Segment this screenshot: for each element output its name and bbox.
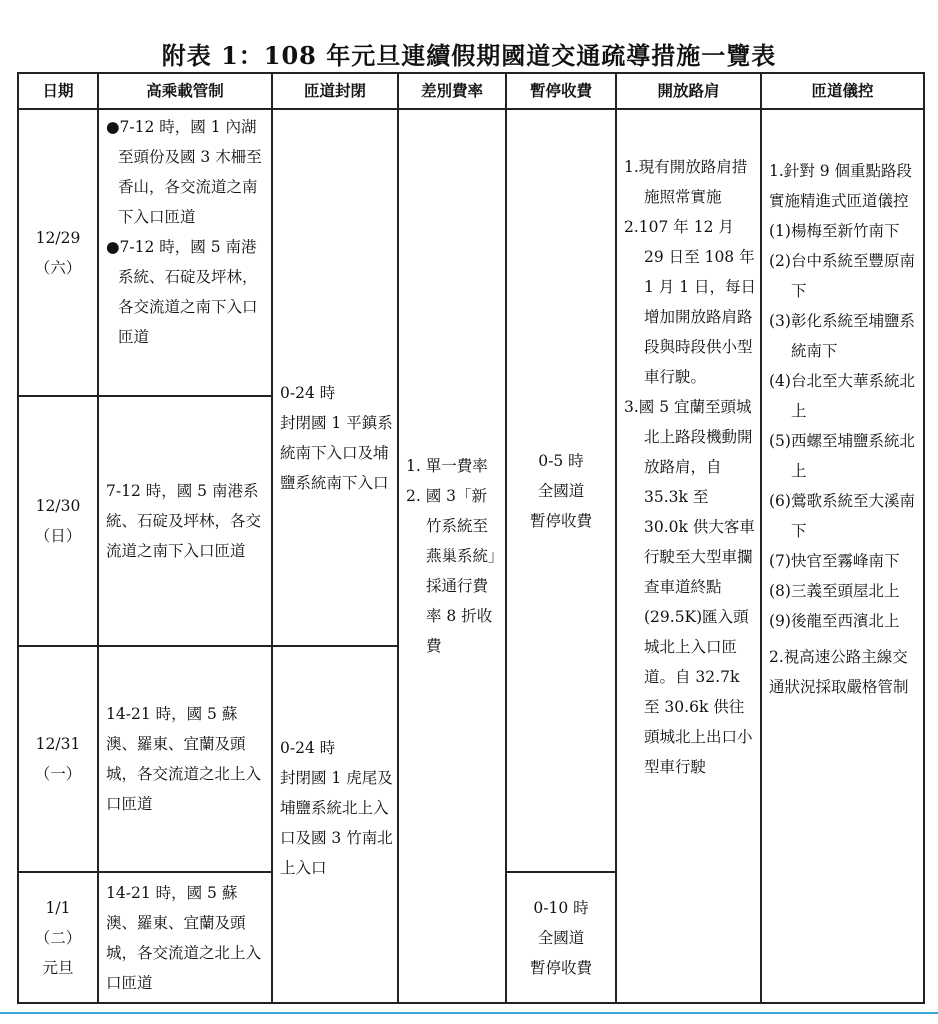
diff-rate-cell xyxy=(398,109,506,1003)
metering-item: (4)台北至大華系統北上 xyxy=(769,372,915,420)
shoulder-item: 1.現有開放路肩措施照常實施 xyxy=(624,158,748,206)
header-hov: 高乘載管制 xyxy=(98,73,272,109)
header-metering: 匝道儀控 xyxy=(761,73,924,109)
hov-cell xyxy=(98,646,272,872)
diff-rate-item: 2. 國 3「新竹系統至燕巢系統」採通行費率 8 折收費 xyxy=(406,487,496,655)
hov-item: 7-12 時，國 5 南港系統、石碇及坪林，各交流道之南下入口匝道 xyxy=(106,482,262,560)
metering-item: (6)鶯歌系統至大溪南下 xyxy=(769,492,915,540)
date-cell: 12/29 （六） xyxy=(18,109,98,396)
hov-cell xyxy=(98,109,272,396)
metering-item: (1)楊梅至新竹南下 xyxy=(769,222,900,240)
hov-cell xyxy=(98,396,272,646)
header-row xyxy=(18,73,924,109)
metering-outro: 2.視高速公路主線交通狀況採取嚴格管制 xyxy=(769,648,909,696)
header-toll-suspension: 暫停收費 xyxy=(506,73,616,109)
header-shoulder: 開放路肩 xyxy=(616,73,761,109)
page-title: 附表 1：108 年元旦連續假期國道交通疏導措施一覽表 xyxy=(161,41,777,70)
ramp-closure-cell: 0-24 時 封閉國 1 虎尾及埔鹽系統北上入口及國 3 竹南北上入口 xyxy=(272,646,398,1003)
table-row xyxy=(18,109,924,396)
hov-item: 14-21 時，國 5 蘇澳、羅東、宜蘭及頭城，各交流道之北上入口匝道 xyxy=(106,705,262,813)
toll-suspension-cell: 0-10 時 全國道 暫停收費 xyxy=(506,872,616,1003)
metering-item: (8)三義至頭屋北上 xyxy=(769,582,900,600)
ramp-closure-cell: 0-24 時 封閉國 1 平鎮系統南下入口及埔鹽系統南下入口 xyxy=(272,109,398,646)
hov-cell xyxy=(98,872,272,1003)
header-diff-rate: 差別費率 xyxy=(398,73,506,109)
metering-item: (5)西螺至埔鹽系統北上 xyxy=(769,432,915,480)
toll-suspension-cell: 0-5 時 全國道 暫停收費 xyxy=(506,109,616,872)
date-cell: 1/1 （二） 元旦 xyxy=(18,872,98,1003)
measures-table xyxy=(17,72,925,1004)
hov-item: 14-21 時，國 5 蘇澳、羅東、宜蘭及頭城，各交流道之北上入口匝道 xyxy=(106,883,262,992)
metering-item: (9)後龍至西濱北上 xyxy=(769,612,900,630)
date-cell: 12/30 （日） xyxy=(18,396,98,646)
bottom-divider xyxy=(0,1012,938,1014)
metering-cell xyxy=(761,109,924,1003)
metering-list xyxy=(769,216,919,636)
header-date: 日期 xyxy=(18,73,98,109)
header-ramp-closure: 匝道封閉 xyxy=(272,73,398,109)
shoulder-item: 2.107 年 12 月 29 日至 108 年 1 月 1 日，每日增加開放路肩路段與時段供小型車行駛。 xyxy=(624,218,757,386)
shoulder-cell xyxy=(616,109,761,1003)
hov-item: ●7-12 時，國 5 南港系統、石碇及坪林，各交流道之南下入口匝道 xyxy=(106,238,258,346)
metering-item: (3)彰化系統至埔鹽系統南下 xyxy=(769,312,915,360)
metering-intro: 1.針對 9 個重點路段實施精進式匝道儀控 xyxy=(769,162,913,210)
metering-item: (7)快官至霧峰南下 xyxy=(769,552,900,570)
diff-rate-item: 1. 單一費率 xyxy=(406,457,488,475)
hov-item: ●7-12 時，國 1 內湖至頭份及國 3 木柵至香山，各交流道之南下入口匝道 xyxy=(106,118,262,226)
metering-item: (2)台中系統至豐原南下 xyxy=(769,252,915,300)
date-cell: 12/31 （一） xyxy=(18,646,98,872)
shoulder-item: 3.國 5 宜蘭至頭城北上路段機動開放路肩，自 35.3k 至 30.0k 供大客車行駛至大型車攔查車道終點(29.5K)匯入頭城北上入口匝道。自 32.7k 至 30.6k 供往頭城北上出口小型車行駛 xyxy=(624,398,755,776)
